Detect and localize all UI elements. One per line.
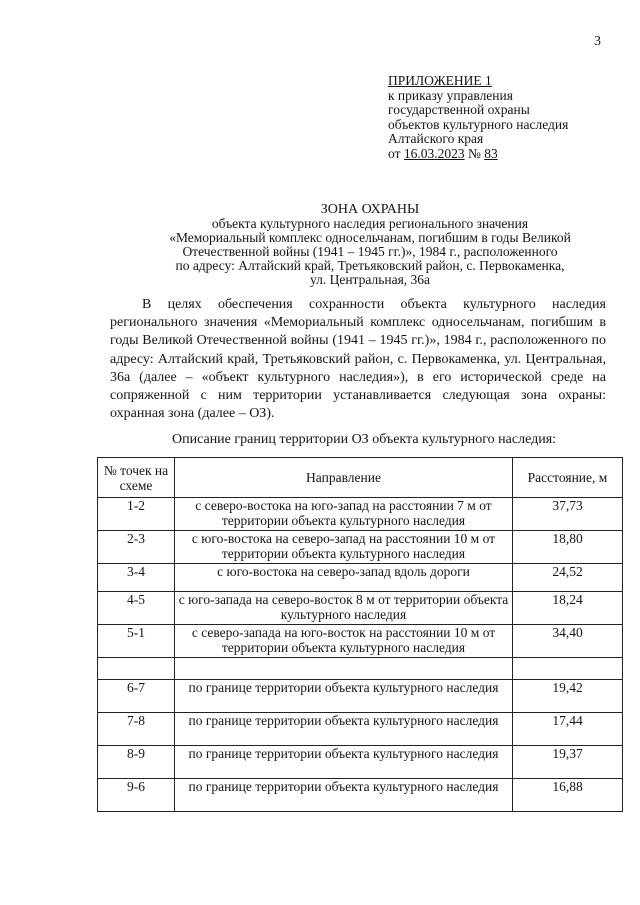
table-row <box>98 746 623 779</box>
cell-distance: 24,52 <box>513 564 623 592</box>
appendix-title: ПРИЛОЖЕНИЕ 1 <box>388 73 492 88</box>
cell-distance <box>513 658 623 680</box>
appendix-line: объектов культурного наследия <box>388 116 569 132</box>
cell-direction: по границе территории объекта культурного наследия <box>175 713 513 746</box>
cell-direction: по границе территории объекта культурного наследия <box>175 779 513 812</box>
order-number: 83 <box>484 145 498 161</box>
cell-point: 5-1 <box>98 625 175 658</box>
page-number: 3 <box>594 34 601 49</box>
cell-point: 9-6 <box>98 779 175 812</box>
table-row <box>98 779 623 812</box>
table-caption: Описание границ территории ОЗ объекта культурного наследия: <box>172 432 557 447</box>
cell-distance: 16,88 <box>513 779 623 812</box>
cell-distance: 18,24 <box>513 592 623 625</box>
cell-point: 4-5 <box>98 592 175 625</box>
header-distance: Расстояние, м <box>513 458 623 498</box>
table-row <box>98 592 623 625</box>
table-row <box>98 498 623 531</box>
table-row <box>98 713 623 746</box>
heading-title: ЗОНА ОХРАНЫ <box>320 202 420 217</box>
cell-distance: 19,42 <box>513 680 623 713</box>
table-row <box>98 564 623 592</box>
cell-point: 6-7 <box>98 680 175 713</box>
heading-line: Отечественной войны (1941 – 1945 гг.)», 1984 г., расположенного <box>182 244 558 259</box>
cell-direction: по границе территории объекта культурного наследия <box>175 746 513 779</box>
table-row <box>98 680 623 713</box>
cell-point: 7-8 <box>98 713 175 746</box>
order-date: 16.03.2023 <box>403 145 465 161</box>
appendix-line: государственной охраны <box>388 102 530 117</box>
cell-direction: с юго-востока на северо-запад на расстоянии 10 м от территории объекта культурного наследия <box>175 531 513 564</box>
cell-direction: с юго-востока на северо-запад вдоль дороги <box>175 564 513 592</box>
appendix-line: к приказу управления <box>388 87 513 103</box>
table-row <box>98 625 623 658</box>
cell-distance: 19,37 <box>513 746 623 779</box>
cell-point: 3-4 <box>98 564 175 592</box>
date-prefix: от <box>388 145 404 161</box>
cell-distance: 18,80 <box>513 531 623 564</box>
table-header-row <box>98 458 623 498</box>
header-point: № точек на схеме <box>98 458 175 498</box>
appendix-block <box>388 74 628 161</box>
cell-direction: по границе территории объекта культурного наследия <box>175 680 513 713</box>
appendix-date-line <box>388 147 628 162</box>
cell-direction <box>175 658 513 680</box>
document-heading <box>100 203 640 287</box>
cell-point: 2-3 <box>98 531 175 564</box>
boundaries-table <box>97 457 623 812</box>
table-row-blank <box>98 658 623 680</box>
heading-line: объекта культурного наследия регионального значения <box>211 216 529 231</box>
cell-point <box>98 658 175 680</box>
appendix-line: Алтайского края <box>388 131 484 146</box>
cell-distance: 17,44 <box>513 713 623 746</box>
cell-distance: 34,40 <box>513 625 623 658</box>
cell-distance: 37,73 <box>513 498 623 531</box>
heading-line: «Мемориальный комплекс односельчанам, погибшим в годы Великой <box>169 230 571 245</box>
table-row <box>98 531 623 564</box>
heading-line: по адресу: Алтайский край, Третьяковский район, с. Первокаменка, <box>175 258 565 273</box>
heading-line: ул. Центральная, 36а <box>309 272 431 287</box>
cell-direction: с северо-востока на юго-запад на расстоянии 7 м от территории объекта культурного наследия <box>175 498 513 531</box>
cell-direction: с северо-запада на юго-восток на расстоянии 10 м от территории объекта культурного наследия <box>175 625 513 658</box>
cell-point: 1-2 <box>98 498 175 531</box>
number-prefix: № <box>464 145 485 161</box>
header-direction: Направление <box>175 458 513 498</box>
cell-direction: с юго-запада на северо-восток 8 м от территории объекта культурного наследия <box>175 592 513 625</box>
cell-point: 8-9 <box>98 746 175 779</box>
body-paragraph: В целях обеспечения сохранности объекта культурного наследия регионального значения «Мемориальный комплекс односельчанам, погибшим в годы Великой Отечественной войны (1941 – 1945 гг.)», 1984 г., расположенного по адресу: Алтайский край, Третьяковский район, с. Первокаменка, ул. Центральная, 36а (далее – «объект культурного наследия»), в его исторической среде на сопряженной с ним территории устанавливается следующая зона охраны: охранная зона (далее – ОЗ). <box>110 297 606 422</box>
